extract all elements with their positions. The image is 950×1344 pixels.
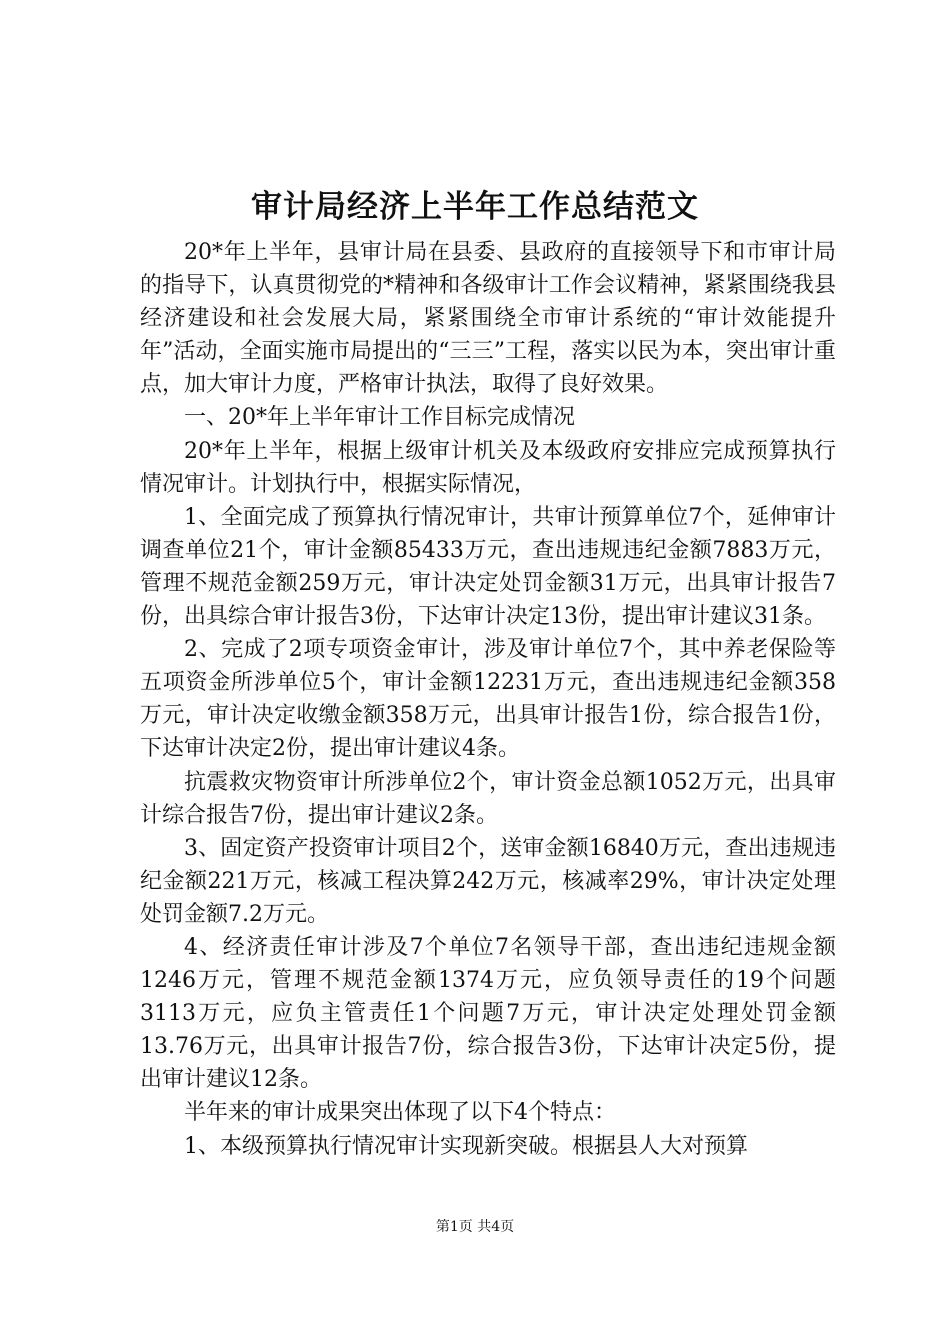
document-title: 审计局经济上半年工作总结范文 bbox=[251, 189, 699, 225]
paragraph-item-4: 4、经济责任审计涉及7个单位7名领导干部，查出违纪违规金额1246万元，管理不规范金额1374万元，应负领导责任的19个问题3113万元，应负主管责任1个问题7万元，审计决定处理处罚金额13.76万元，出具审计报告7份，综合报告3份，下达审计决定5份，提出审计建议12条。 bbox=[140, 934, 836, 1093]
paragraph-feature-1: 1、本级预算执行情况审计实现新突破。根据县人大对预算 bbox=[184, 1133, 748, 1159]
document-body bbox=[140, 236, 836, 1163]
paragraph-item-3: 3、固定资产投资审计项目2个，送审金额16840万元，查出违规违纪金额221万元，核减工程决算242万元，核减率29%，审计决定处理处罚金额7.2万元。 bbox=[140, 835, 836, 927]
paragraph-plan: 20*年上半年，根据上级审计机关及本级政府安排应完成预算执行情况审计。计划执行中，根据实际情况， bbox=[140, 438, 836, 497]
paragraph-disaster-relief: 抗震救灾物资审计所涉单位2个，审计资金总额1052万元，出具审计综合报告7份，提出审计建议2条。 bbox=[140, 769, 836, 828]
page-number-footer: 第1页 共4页 bbox=[435, 1219, 515, 1235]
paragraph-item-1: 1、全面完成了预算执行情况审计，共审计预算单位7个，延伸审计调查单位21个，审计金额85433万元，查出违规违纪金额7883万元，管理不规范金额259万元，审计决定处罚金额31万元，出具审计报告7份，出具综合审计报告3份，下达审计决定13份，提出审计建议31条。 bbox=[140, 504, 836, 630]
section-heading-1: 一、20*年上半年审计工作目标完成情况 bbox=[184, 405, 575, 431]
paragraph-item-2: 2、完成了2项专项资金审计，涉及审计单位7个，其中养老保险等五项资金所涉单位5个，审计金额12231万元，查出违规违纪金额358万元，审计决定收缴金额358万元，出具审计报告1份，综合报告1份，下达审计决定2份，提出审计建议4条。 bbox=[140, 637, 836, 762]
paragraph-intro: 20*年上半年，县审计局在县委、县政府的直接领导下和市审计局的指导下，认真贯彻党的*精神和各级审计工作会议精神，紧紧围绕我县经济建设和社会发展大局，紧紧围绕全市审计系统的“审计效能提升年”活动，全面实施市局提出的“三三”工程，落实以民为本，突出审计重点，加大审计力度，严格审计执法，取得了良好效果。 bbox=[140, 240, 836, 398]
paragraph-features-intro: 半年来的审计成果突出体现了以下4个特点： bbox=[184, 1100, 616, 1126]
